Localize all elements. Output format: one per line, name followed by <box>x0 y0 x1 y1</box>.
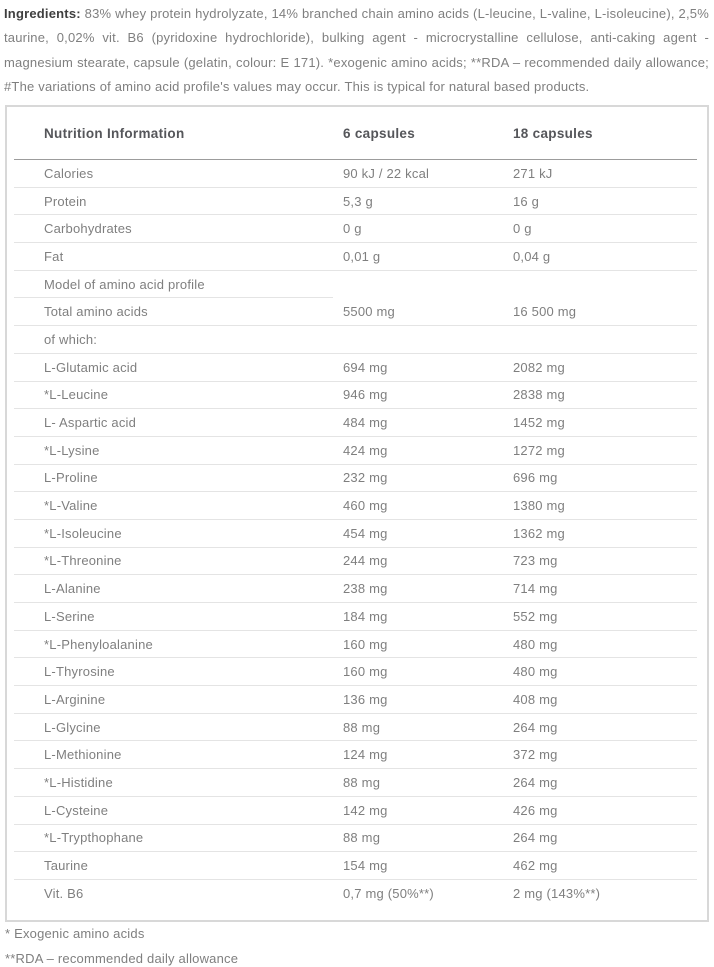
row-label: Fat <box>44 248 64 264</box>
row-label: *L-Trypthophane <box>44 830 144 846</box>
row-label: L-Cysteine <box>44 802 109 818</box>
table-row <box>14 465 697 493</box>
row-label: *L-Threonine <box>44 553 122 569</box>
row-label: *L-Histidine <box>44 774 113 790</box>
row-label: L- Aspartic acid <box>44 415 137 431</box>
table-row <box>14 797 697 825</box>
row-value-18-capsules: 16 500 mg <box>513 304 577 320</box>
table-row <box>14 160 697 188</box>
row-label: *L-Valine <box>44 498 98 514</box>
row-value-18-capsules: 426 mg <box>513 802 558 818</box>
row-label: Carbohydrates <box>44 221 132 237</box>
row-value-6-capsules: 946 mg <box>343 387 388 403</box>
table-row <box>14 437 697 465</box>
row-label: Model of amino acid profile <box>44 277 205 293</box>
ingredients-paragraph <box>0 0 714 99</box>
table-row <box>14 382 697 410</box>
table-row <box>14 686 697 714</box>
row-value-18-capsules: 372 mg <box>513 747 558 763</box>
footnote-exogenic: * Exogenic amino acids <box>5 926 145 941</box>
row-value-18-capsules: 0 g <box>513 221 532 237</box>
row-label: L-Proline <box>44 470 98 486</box>
row-value-18-capsules: 2 mg (143%**) <box>513 885 601 901</box>
row-value-18-capsules: 1362 mg <box>513 525 565 541</box>
table-row <box>14 852 697 880</box>
table-row <box>14 769 697 797</box>
row-value-6-capsules: 160 mg <box>343 636 388 652</box>
row-value-18-capsules: 714 mg <box>513 581 558 597</box>
row-value-6-capsules: 88 mg <box>343 719 381 735</box>
row-value-6-capsules: 244 mg <box>343 553 388 569</box>
row-value-6-capsules: 694 mg <box>343 359 388 375</box>
row-label: L-Thyrosine <box>44 664 115 680</box>
row-value-6-capsules: 90 kJ / 22 kcal <box>343 165 430 181</box>
table-row <box>14 603 697 631</box>
table-row <box>14 880 697 920</box>
row-value-18-capsules: 16 g <box>513 193 540 209</box>
row-value-18-capsules: 696 mg <box>513 470 558 486</box>
row-value-6-capsules: 142 mg <box>343 802 388 818</box>
row-label: Vit. B6 <box>44 885 84 901</box>
row-value-6-capsules: 5500 mg <box>343 304 395 320</box>
row-value-6-capsules: 0,7 mg (50%**) <box>343 885 434 901</box>
row-value-18-capsules: 1380 mg <box>513 498 565 514</box>
table-row <box>14 658 697 686</box>
table-row <box>14 298 697 326</box>
table-row <box>14 741 697 769</box>
row-label: Calories <box>44 165 94 181</box>
ingredients-text: 83% whey protein hydrolyzate, 14% branched chain amino acids (L-leucine, L-valine, L-isoleucine), 2,5% taurine, 0,02% vit. B6 (pyridoxine hydrochloride), bulking agent - microcrystalline cellulose, anti-caking agent - magnesium stearate, capsule (gelatin, colour: E 171). *exogenic amino acids; **RDA – recommended daily allowance; #The variations of amino acid profile's values may occur. This is typical for natural based products. <box>4 6 709 94</box>
row-value-6-capsules: 238 mg <box>343 581 388 597</box>
table-row <box>14 409 697 437</box>
row-label: Taurine <box>44 858 89 874</box>
row-value-6-capsules: 454 mg <box>343 525 388 541</box>
row-label: L-Glycine <box>44 719 101 735</box>
row-label: *L-Lysine <box>44 442 100 458</box>
row-value-6-capsules: 160 mg <box>343 664 388 680</box>
row-value-6-capsules: 0 g <box>343 221 362 237</box>
table-body <box>7 160 707 920</box>
row-value-6-capsules: 232 mg <box>343 470 388 486</box>
row-label: *L-Isoleucine <box>44 525 122 541</box>
row-value-18-capsules: 2838 mg <box>513 387 565 403</box>
row-value-18-capsules: 552 mg <box>513 608 558 624</box>
nutrition-table <box>5 105 709 922</box>
row-value-18-capsules: 0,04 g <box>513 248 551 264</box>
row-value-18-capsules: 480 mg <box>513 664 558 680</box>
row-value-18-capsules: 480 mg <box>513 636 558 652</box>
nutrition-table-header <box>14 107 697 160</box>
row-value-6-capsules: 136 mg <box>343 691 388 707</box>
row-label: L-Glutamic acid <box>44 359 138 375</box>
row-value-6-capsules: 484 mg <box>343 415 388 431</box>
row-label: L-Arginine <box>44 691 106 707</box>
row-value-6-capsules: 88 mg <box>343 830 381 846</box>
row-label: L-Alanine <box>44 581 101 597</box>
row-value-18-capsules: 2082 mg <box>513 359 565 375</box>
table-row <box>14 714 697 742</box>
row-value-18-capsules: 264 mg <box>513 719 558 735</box>
table-row <box>14 631 697 659</box>
header-nutrition-information: Nutrition Information <box>44 125 185 141</box>
row-value-6-capsules: 88 mg <box>343 774 381 790</box>
row-label: of which: <box>44 331 98 347</box>
table-row <box>14 575 697 603</box>
ingredients-label: Ingredients: <box>4 6 81 21</box>
row-value-18-capsules: 1272 mg <box>513 442 565 458</box>
table-row <box>14 243 697 271</box>
row-value-18-capsules: 1452 mg <box>513 415 565 431</box>
row-label: *L-Phenyloalanine <box>44 636 153 652</box>
row-value-18-capsules: 271 kJ <box>513 165 553 181</box>
table-row <box>14 520 697 548</box>
row-label: Total amino acids <box>44 304 148 320</box>
table-row <box>14 492 697 520</box>
row-value-18-capsules: 408 mg <box>513 691 558 707</box>
row-value-18-capsules: 723 mg <box>513 553 558 569</box>
row-value-18-capsules: 264 mg <box>513 830 558 846</box>
header-18-capsules: 18 capsules <box>513 125 593 141</box>
header-6-capsules: 6 capsules <box>343 125 416 141</box>
table-row <box>14 354 697 382</box>
table-row <box>14 271 697 299</box>
footnote-rda: **RDA – recommended daily allowance <box>5 951 239 966</box>
row-value-6-capsules: 0,01 g <box>343 248 381 264</box>
table-row <box>14 326 697 354</box>
row-label: L-Serine <box>44 608 95 624</box>
row-value-6-capsules: 424 mg <box>343 442 388 458</box>
table-row <box>14 825 697 853</box>
row-value-6-capsules: 124 mg <box>343 747 388 763</box>
table-row <box>14 548 697 576</box>
table-row <box>14 188 697 216</box>
row-value-6-capsules: 460 mg <box>343 498 388 514</box>
row-value-6-capsules: 5,3 g <box>343 193 373 209</box>
row-label: L-Methionine <box>44 747 122 763</box>
table-row <box>14 215 697 243</box>
row-value-18-capsules: 264 mg <box>513 774 558 790</box>
row-value-18-capsules: 462 mg <box>513 858 558 874</box>
row-label: *L-Leucine <box>44 387 109 403</box>
row-label: Protein <box>44 193 87 209</box>
row-value-6-capsules: 154 mg <box>343 858 388 874</box>
row-value-6-capsules: 184 mg <box>343 608 388 624</box>
